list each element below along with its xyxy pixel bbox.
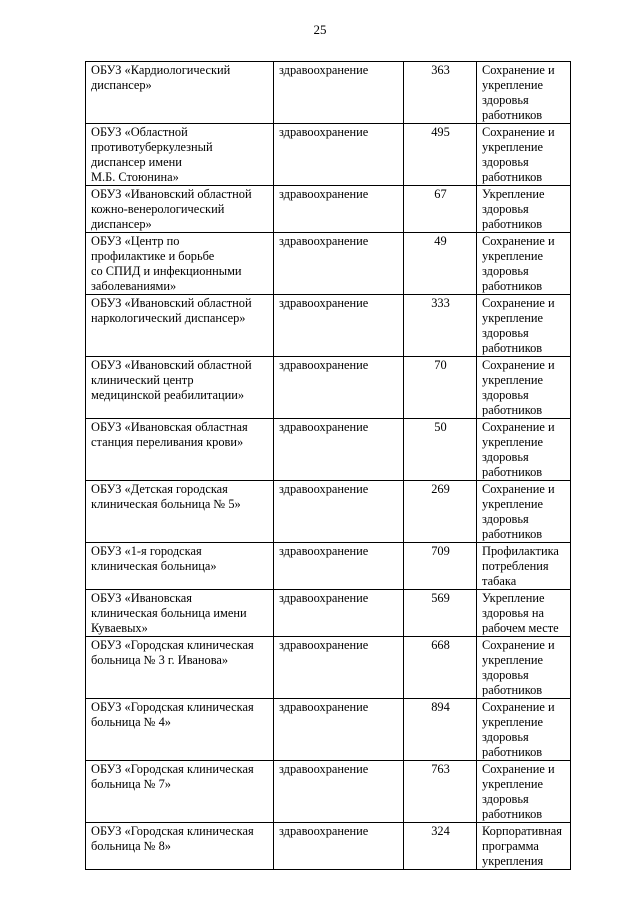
program-cell-text: Корпоративная программа укрепления [482, 824, 562, 868]
organization-cell [86, 295, 274, 357]
industry-cell-text: здравоохранение [279, 482, 369, 496]
table-row [86, 637, 571, 699]
industry-cell-text: здравоохранение [279, 296, 369, 310]
organization-cell-text: ОБУЗ «Центр по профилактике и борьбе со СПИД и инфекционными заболеваниями» [91, 234, 242, 293]
count-cell [404, 543, 477, 590]
count-cell [404, 62, 477, 124]
count-cell [404, 357, 477, 419]
table-body [86, 62, 571, 870]
industry-cell [274, 637, 404, 699]
industry-cell [274, 233, 404, 295]
organization-cell [86, 357, 274, 419]
table-row [86, 357, 571, 419]
program-cell-text: Сохранение и укрепление здоровья работников [482, 358, 555, 417]
industry-cell [274, 186, 404, 233]
table-row [86, 481, 571, 543]
industry-cell [274, 62, 404, 124]
industry-cell-text: здравоохранение [279, 358, 369, 372]
count-cell-text: 709 [431, 544, 450, 558]
count-cell-text: 70 [434, 358, 447, 372]
organization-cell [86, 233, 274, 295]
count-cell [404, 124, 477, 186]
count-cell [404, 481, 477, 543]
industry-cell [274, 295, 404, 357]
organization-cell-text: ОБУЗ «Городская клиническая больница № 7» [91, 762, 254, 791]
organization-cell [86, 124, 274, 186]
program-cell-text: Сохранение и укрепление здоровья работников [482, 700, 555, 759]
organization-cell-text: ОБУЗ «1-я городская клиническая больница» [91, 544, 217, 573]
table-row [86, 124, 571, 186]
industry-cell [274, 481, 404, 543]
program-cell-text: Укрепление здоровья работников [482, 187, 545, 231]
count-cell-text: 333 [431, 296, 450, 310]
program-cell [477, 62, 571, 124]
program-cell-text: Сохранение и укрепление здоровья работников [482, 296, 555, 355]
program-cell-text: Сохранение и укрепление здоровья работников [482, 762, 555, 821]
program-cell-text: Сохранение и укрепление здоровья работников [482, 420, 555, 479]
program-cell [477, 419, 571, 481]
count-cell-text: 49 [434, 234, 447, 248]
program-cell-text: Укрепление здоровья на рабочем месте [482, 591, 559, 635]
program-cell-text: Сохранение и укрепление здоровья работников [482, 125, 555, 184]
industry-cell [274, 543, 404, 590]
count-cell [404, 761, 477, 823]
table-row [86, 543, 571, 590]
program-cell [477, 124, 571, 186]
count-cell-text: 495 [431, 125, 450, 139]
organizations-table [85, 61, 571, 870]
count-cell [404, 699, 477, 761]
count-cell-text: 363 [431, 63, 450, 77]
industry-cell [274, 699, 404, 761]
organization-cell-text: ОБУЗ «Ивановская клиническая больница имени Куваевых» [91, 591, 247, 635]
organization-cell [86, 699, 274, 761]
table-row [86, 699, 571, 761]
count-cell-text: 67 [434, 187, 447, 201]
count-cell [404, 590, 477, 637]
industry-cell-text: здравоохранение [279, 63, 369, 77]
program-cell [477, 357, 571, 419]
count-cell-text: 324 [431, 824, 450, 838]
industry-cell-text: здравоохранение [279, 824, 369, 838]
industry-cell-text: здравоохранение [279, 638, 369, 652]
program-cell [477, 823, 571, 870]
organization-cell-text: ОБУЗ «Городская клиническая больница № 8» [91, 824, 254, 853]
program-cell [477, 590, 571, 637]
organization-cell [86, 419, 274, 481]
count-cell [404, 233, 477, 295]
industry-cell-text: здравоохранение [279, 234, 369, 248]
count-cell-text: 894 [431, 700, 450, 714]
organization-cell [86, 186, 274, 233]
program-cell [477, 637, 571, 699]
table-row [86, 186, 571, 233]
industry-cell [274, 419, 404, 481]
organization-cell [86, 590, 274, 637]
table-row [86, 295, 571, 357]
program-cell [477, 233, 571, 295]
count-cell-text: 668 [431, 638, 450, 652]
program-cell [477, 761, 571, 823]
count-cell-text: 50 [434, 420, 447, 434]
industry-cell [274, 357, 404, 419]
industry-cell [274, 124, 404, 186]
table-row [86, 419, 571, 481]
count-cell [404, 186, 477, 233]
program-cell-text: Профилактика потребления табака [482, 544, 559, 588]
program-cell [477, 699, 571, 761]
industry-cell-text: здравоохранение [279, 591, 369, 605]
organization-cell [86, 637, 274, 699]
organization-cell-text: ОБУЗ «Ивановская областная станция переливания крови» [91, 420, 248, 449]
count-cell-text: 569 [431, 591, 450, 605]
table-row [86, 590, 571, 637]
program-cell-text: Сохранение и укрепление здоровья работников [482, 482, 555, 541]
industry-cell [274, 823, 404, 870]
industry-cell [274, 761, 404, 823]
count-cell [404, 823, 477, 870]
program-cell [477, 186, 571, 233]
table-row [86, 233, 571, 295]
organization-cell-text: ОБУЗ «Кардиологический диспансер» [91, 63, 231, 92]
industry-cell [274, 590, 404, 637]
program-cell-text: Сохранение и укрепление здоровья работников [482, 638, 555, 697]
count-cell-text: 763 [431, 762, 450, 776]
count-cell [404, 419, 477, 481]
table-row [86, 761, 571, 823]
organization-cell [86, 761, 274, 823]
industry-cell-text: здравоохранение [279, 125, 369, 139]
organization-cell-text: ОБУЗ «Ивановский областной наркологический диспансер» [91, 296, 252, 325]
industry-cell-text: здравоохранение [279, 700, 369, 714]
organization-cell [86, 823, 274, 870]
count-cell [404, 295, 477, 357]
program-cell-text: Сохранение и укрепление здоровья работников [482, 234, 555, 293]
organization-cell-text: ОБУЗ «Городская клиническая больница № 3 г. Иванова» [91, 638, 254, 667]
table-row [86, 62, 571, 124]
table-row [86, 823, 571, 870]
organization-cell-text: ОБУЗ «Городская клиническая больница № 4» [91, 700, 254, 729]
industry-cell-text: здравоохранение [279, 187, 369, 201]
count-cell-text: 269 [431, 482, 450, 496]
program-cell-text: Сохранение и укрепление здоровья работников [482, 63, 555, 122]
page-number: 25 [313, 22, 327, 37]
organization-cell-text: ОБУЗ «Ивановский областной кожно-венерологический диспансер» [91, 187, 252, 231]
program-cell [477, 543, 571, 590]
organization-cell-text: ОБУЗ «Детская городская клиническая больница № 5» [91, 482, 241, 511]
count-cell [404, 637, 477, 699]
organization-cell [86, 543, 274, 590]
organization-cell-text: ОБУЗ «Ивановский областной клинический центр медицинской реабилитации» [91, 358, 252, 402]
program-cell [477, 481, 571, 543]
industry-cell-text: здравоохранение [279, 762, 369, 776]
industry-cell-text: здравоохранение [279, 420, 369, 434]
organization-cell [86, 62, 274, 124]
organization-cell [86, 481, 274, 543]
program-cell [477, 295, 571, 357]
organization-cell-text: ОБУЗ «Областной противотуберкулезный диспансер имени М.Б. Стоюнина» [91, 125, 213, 184]
industry-cell-text: здравоохранение [279, 544, 369, 558]
